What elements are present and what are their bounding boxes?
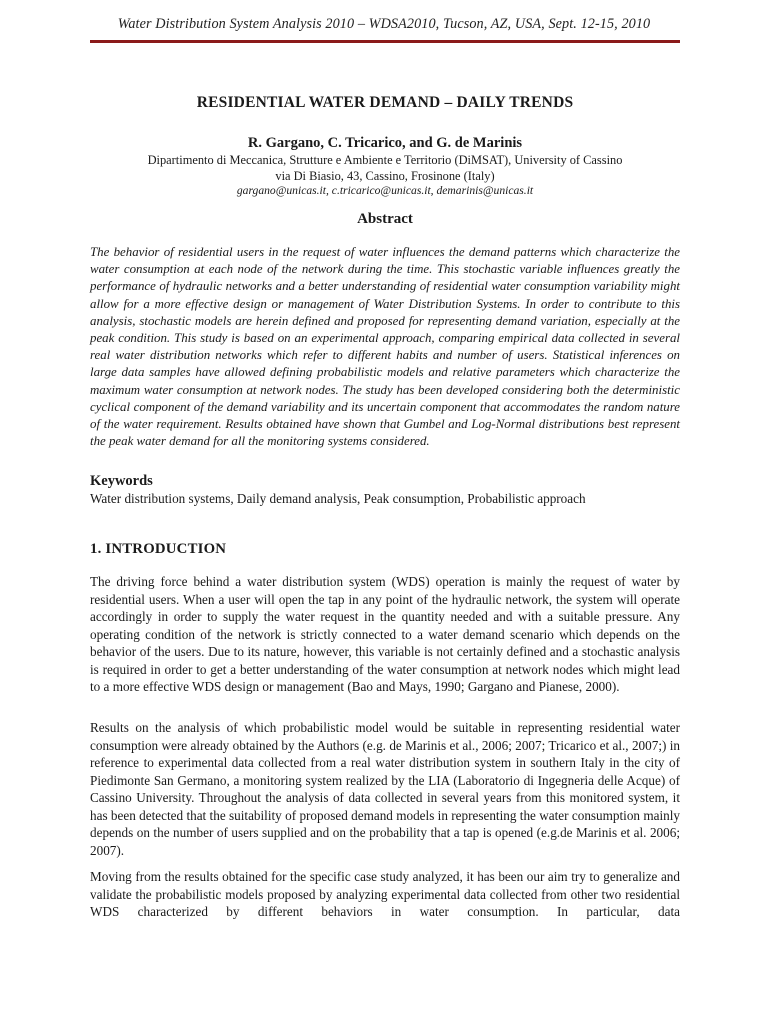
section-heading-introduction: 1. INTRODUCTION (90, 541, 227, 557)
keywords-text: Water distribution systems, Daily demand analysis, Peak consumption, Probabilistic approach (90, 491, 586, 506)
author-emails: gargano@unicas.it, c.tricarico@unicas.it, demarinis@unicas.it (236, 184, 534, 197)
body-paragraph: The driving force behind a water distribution system (WDS) operation is mainly the request of water by residential users. When a user will open the tap in any point of the hydraulic network, the system will operate accordingly in order to supply the water request in the quantity needed and with a suitable pressure. Any operating condition of the network is strictly connected to a water demand scenario which depends on the behavior of the users. Due to its nature, however, this variable is not certainly defined and a stochastic analysis is required in order to get a better understanding of the water consumption at network nodes which might lead to a more effective WDS design or management (Bao and Mays, 1990; Gargano and Pianese, 2000). (90, 574, 680, 695)
keywords-heading: Keywords (90, 473, 153, 489)
body-paragraph: Moving from the results obtained for the specific case study analyzed, it has been our aim try to generalize and validate the probabilistic models proposed by analyzing experimental data collected from other two residential WDS characterized by different behaviors in water consumption. In particular, data (90, 869, 680, 920)
running-header: Water Distribution System Analysis 2010 – WDSA2010, Tucson, AZ, USA, Sept. 12-15, 2010 (117, 16, 651, 32)
paper-title: RESIDENTIAL WATER DEMAND – DAILY TRENDS (196, 94, 574, 111)
abstract-heading: Abstract (357, 211, 413, 227)
abstract-text: The behavior of residential users in the request of water influences the demand patterns which characterize the water consumption at each node of the network during the time. This stochastic variable influences greatly the performance of hydraulic networks and a better understanding of residential water consumption variability might allow for a more effective design or management of Water Distribution Systems. In order to contribute to this analysis, stochastic models are herein defined and proposed for representing demand variation, especially at the peak condition. This study is based on an experimental approach, comparing empirical data collected in several real water distribution networks which refer to different habits and number of users. Statistical inferences on large data samples have allowed defining probabilistic models and relative parameters which characterize the maximum water consumption at network nodes. The study has been developed considering both the deterministic cyclical component of the demand variability and its uncertain component that accommodates the random nature of the water requirement. Results obtained have shown that Gumbel and Log-Normal distributions best represent the peak water demand for all the monitoring systems considered. (90, 245, 680, 449)
affiliation (90, 152, 680, 184)
affiliation-line: Dipartimento di Meccanica, Strutture e Ambiente e Territorio (DiMSAT), University of Cassino (147, 153, 623, 167)
affiliation-line: via Di Biasio, 43, Cassino, Frosinone (Italy) (275, 169, 495, 183)
body-paragraph: Results on the analysis of which probabilistic model would be suitable in representing residential water consumption were already obtained by the Authors (e.g. de Marinis et al., 2006; 2007; Tricarico et al., 2007;) in reference to experimental data collected from a real water distribution system in southern Italy in the city of Piedimonte San Germano, a monitoring system realized by the LIA (Laboratorio di Ingegneria delle Acque) of Cassino University. Throughout the analysis of data collected in several years from this monitored system, it has been detected that the suitability of proposed demand models in representing the water consumption mainly depends on the number of users supplied and on the probability that a tap is opened (e.g.de Marinis et al. 2006; 2007). (90, 720, 680, 858)
header-rule (90, 40, 680, 43)
authors: R. Gargano, C. Tricarico, and G. de Marinis (247, 135, 523, 151)
